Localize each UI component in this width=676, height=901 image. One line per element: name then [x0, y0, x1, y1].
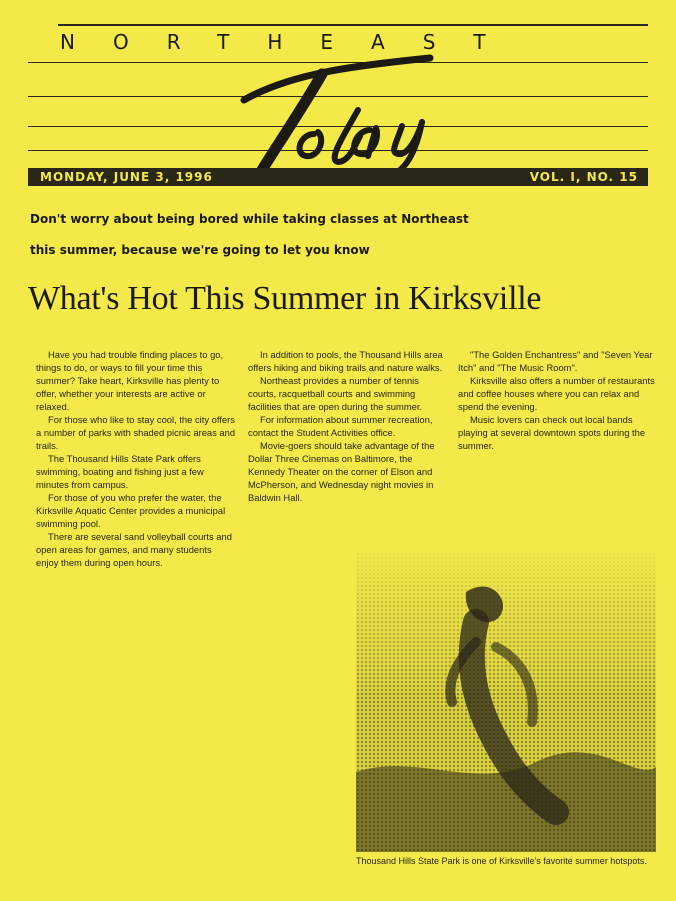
photo-caption: Thousand Hills State Park is one of Kirksville's favorite summer hotspots. — [356, 856, 647, 866]
headline: What's Hot This Summer in Kirksville — [28, 280, 542, 317]
paragraph: The Thousand Hills State Park offers swimming, boating and fishing just a few minutes from campus. — [36, 453, 204, 490]
paragraph: Movie-goers should take advantage of the Dollar Three Cinemas on Baltimore, the Kennedy Theater on the corner of Elson and McPherson, and Wednesday night movies in Baldwin Hall. — [248, 440, 435, 503]
paragraph: Have you had trouble finding places to go, things to do, or ways to fill your time this summer? Take heart, Kirksville has plenty to offer, whether your interests are active or relaxed. — [36, 349, 224, 412]
article-column-3 — [458, 348, 658, 452]
masthead-rule-top — [58, 24, 648, 26]
kicker-line-1: Don't worry about being bored while taking classes at Northeast — [30, 212, 469, 226]
paragraph: For those who like to stay cool, the city offers a number of parks with shaded picnic areas and trails. — [36, 414, 236, 451]
paragraph: For information about summer recreation, contact the Student Activities office. — [248, 414, 433, 438]
paragraph: In addition to pools, the Thousand Hills area offers hiking and biking trails and nature walks. — [248, 349, 443, 373]
swimmer-photo — [356, 552, 656, 852]
article-column-2 — [248, 348, 448, 504]
paragraph: Music lovers can check out local bands playing at several downtown spots during the summer. — [458, 414, 646, 451]
paragraph: Kirksville also offers a number of restaurants and coffee houses where you can relax and spend the evening. — [458, 375, 655, 412]
today-logo — [230, 52, 460, 177]
article-column-1 — [36, 348, 236, 569]
paragraph: For those of you who prefer the water, the Kirksville Aquatic Center provides a municipal swimming pool. — [36, 492, 226, 529]
issue-volume: VOL. I, NO. 15 — [529, 170, 638, 184]
paragraph: Northeast provides a number of tennis courts, racquetball courts and swimming facilities that are open during the summer. — [248, 375, 423, 412]
date-bar — [28, 168, 648, 186]
paragraph: "The Golden Enchantress" and "Seven Year Itch" and "The Music Room". — [458, 349, 653, 373]
paragraph: There are several sand volleyball courts and open areas for games, and many students enjoy them during open hours. — [36, 531, 232, 568]
kicker-line-2: this summer, because we're going to let you know — [30, 243, 370, 257]
masthead-title: NORTHEAST — [60, 30, 524, 54]
issue-date: MONDAY, JUNE 3, 1996 — [40, 170, 213, 184]
